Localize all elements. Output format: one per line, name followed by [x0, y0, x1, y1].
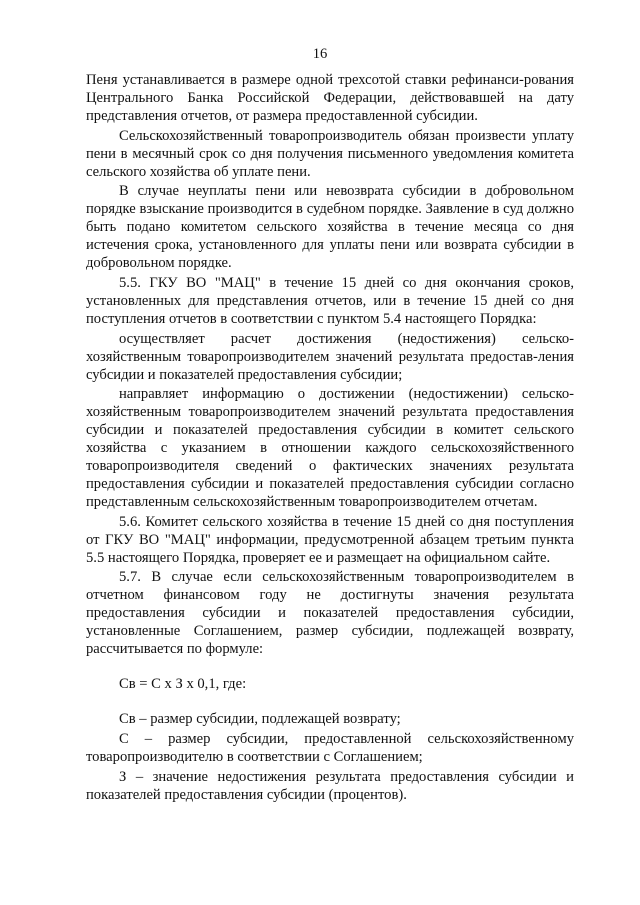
definition-sv: Св – размер субсидии, подлежащей возврату; [119, 710, 401, 727]
paragraph-5-5-information: направляет информацию о достижении (недостижении) сельско-хозяйственным товаропроизводителем значений результата предоставления субсидии и показателей предоставления субсидии в комитет сельского хозяйства с указанием в отношении каждого сельскохозяйственного товаропроизводителя сведений о фактических значениях результата предоставления субсидии и показателей предоставления субсидии согласно представленным сельскохозяйственным товаропроизводителем отчетам. [86, 386, 574, 510]
definition-z: З – значение недостижения результата предоставления субсидии и показателей предоставления субсидии (процентов). [86, 768, 574, 803]
paragraph-5-7: 5.7. В случае если сельскохозяйственным товаропроизводителем в отчетном финансовом году не достигнуты значения результата предоставления субсидии и показателей предоставления субсидии, установленные Соглашением, размер субсидии, подлежащей возврату, рассчитывается по формуле: [86, 569, 574, 658]
paragraph-5-5-calculation: осуществляет расчет достижения (недостижения) сельско-хозяйственным товаропроизводителем значений результата предостав-ления субсидии и показателей предоставления субсидии; [86, 330, 574, 383]
paragraph-penalty-payment: Сельскохозяйственный товаропроизводитель обязан произвести уплату пени в месячный срок со дня получения письменного уведомления комитета сельского хозяйства об уплате пени. [86, 127, 574, 180]
paragraph-5-5: 5.5. ГКУ ВО "МАЦ" в течение 15 дней со дня окончания сроков, установленных для представления отчетов, или в течение 15 дней со дня поступления отчетов в соответствии с пунктом 5.4 настоящего Порядка: [86, 274, 574, 327]
formula: Св = С х З х 0,1, где: [119, 676, 247, 692]
paragraph-5-6: 5.6. Комитет сельского хозяйства в течение 15 дней со дня поступления от ГКУ ВО "МАЦ" информации, предусмотренной абзацем третьим пункта 5.5 настоящего Порядка, проверяет ее и размещает на официальном сайте. [86, 513, 574, 566]
document-body [86, 72, 574, 806]
definition-s: С – размер субсидии, предоставленной сельскохозяйственному товаропроизводителю в соответствии с Соглашением; [86, 730, 574, 765]
page-number: 16 [312, 46, 328, 62]
paragraph-court-recovery: В случае неуплаты пени или невозврата субсидии в добровольном порядке взыскание производится в судебном порядке. Заявление в суд должно быть подано комитетом сельского хозяйства в течение месяца со дня истечения срока, установленного для уплаты пени или возврата субсидии в добровольном порядке. [86, 183, 574, 272]
paragraph-penalty-rate: Пеня устанавливается в размере одной трехсотой ставки рефинанси-рования Центрального Банка Российской Федерации, действовавшей на дату представления отчетов, от размера предоставленной субсидии. [86, 72, 574, 124]
